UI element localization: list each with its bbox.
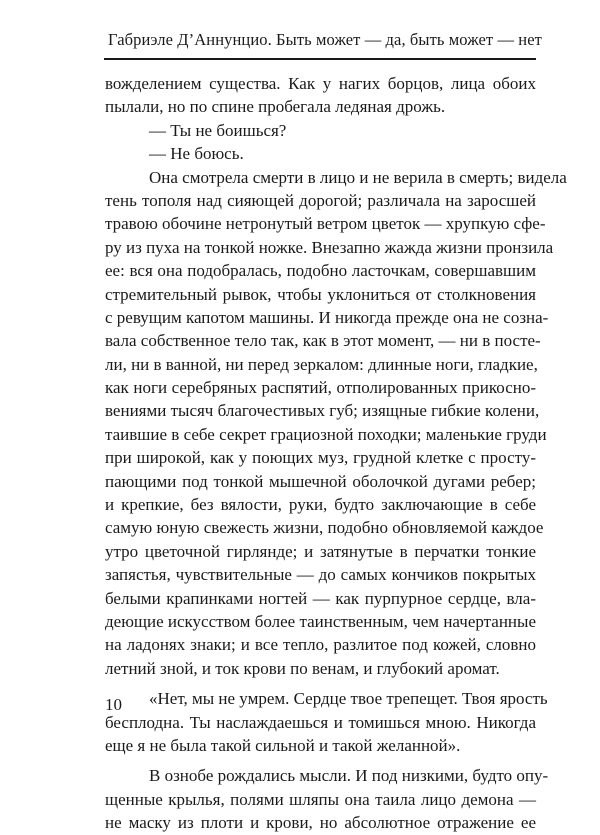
text-line: ру из пуха на тонкой ножке. Внезапно жажда жизни пронзила	[105, 237, 554, 257]
header-rule	[104, 58, 536, 60]
text-line: летний зной, и ток крови по венам, и глубокий аромат.	[105, 658, 500, 678]
text-line: бесплодна. Ты наслаждаешься и томишься мною. Никогда	[105, 712, 536, 732]
text-line: при широкой, как у поющих муз, грудной клетке с просту-	[105, 448, 536, 468]
paragraph-gap	[105, 680, 536, 687]
text-line: запястья, чувствительные — до самых кончиков покрытых	[105, 565, 536, 585]
text-line: травою обочине нетронутый ветром цветок — хрупкую сфе-	[105, 214, 546, 234]
text-line: и крепкие, без вялости, руки, будто заключающие в себе	[105, 495, 536, 515]
text-line: стремительный рывок, чтобы уклониться от столкновения	[105, 284, 536, 304]
text-line: Она смотрела смерти в лицо и не верила в смерть; видела	[149, 167, 567, 187]
text-line: щенные крылья, полями шляпы она таила лицо демона —	[105, 789, 536, 809]
text-line: тень тополя над сияющей дорогой; различала на заросшей	[105, 190, 536, 210]
page-number: 10	[105, 695, 122, 714]
text-line: не маску из плоти и крови, но абсолютное отражение ее	[105, 813, 536, 833]
text-line: пылали, но по спине пробегала ледяная дрожь.	[105, 97, 446, 117]
text-line: с ревущим капотом машины. И никогда прежде она не созна-	[105, 307, 549, 327]
text-line: пающими под тонкой мышечной оболочкой дугами ребер;	[105, 471, 536, 491]
text-line: белыми крапинками ногтей — как пурпурное сердце, вла-	[105, 588, 536, 608]
text-line: вожделением существа. Как у нагих борцов, лица обоих	[105, 74, 536, 93]
paragraph-gap	[105, 757, 536, 764]
text-line: ли, ни в ванной, ни перед зеркалом: длинные ноги, гладкие,	[105, 354, 538, 374]
text-line: В ознобе рождались мысли. И под низкими, будто опу-	[149, 766, 549, 786]
dialogue-line: — Не боюсь.	[149, 144, 244, 164]
text-line: ее: вся она подобралась, подобно ласточкам, совершавшим	[105, 261, 536, 281]
text-line: утро цветочной гирлянде; и затянутые в перчатки тонкие	[105, 541, 536, 561]
text-line: как ноги серебряных распятий, отполированных прикосно-	[105, 378, 536, 398]
text-line: вениями тысяч благочестивых губ; изящные гибкие колени,	[105, 401, 540, 421]
body-text	[105, 72, 567, 835]
text-line: на ладонях знаки; и все тепло, разлитое под кожей, словно	[105, 635, 536, 655]
dialogue-line: — Ты не боишься?	[149, 120, 287, 140]
text-line: деющие искусством более таинственным, чем начертанные	[105, 611, 536, 631]
text-line: самую юную свежесть жизни, подобно обновляемой каждое	[105, 518, 544, 538]
text-line: «Нет, мы не умрем. Сердце твое трепещет. Твоя ярость	[149, 689, 548, 709]
running-head: Габриэле Д’Аннунцио. Быть может — да, быть может — нет	[108, 30, 542, 49]
text-line: еще я не была такой сильной и такой желанной».	[105, 735, 461, 755]
text-line: таившие в себе секрет грациозной походки; маленькие груди	[105, 424, 547, 444]
text-line: вала собственное тело так, как в этот момент, — ни в посте-	[105, 331, 541, 351]
